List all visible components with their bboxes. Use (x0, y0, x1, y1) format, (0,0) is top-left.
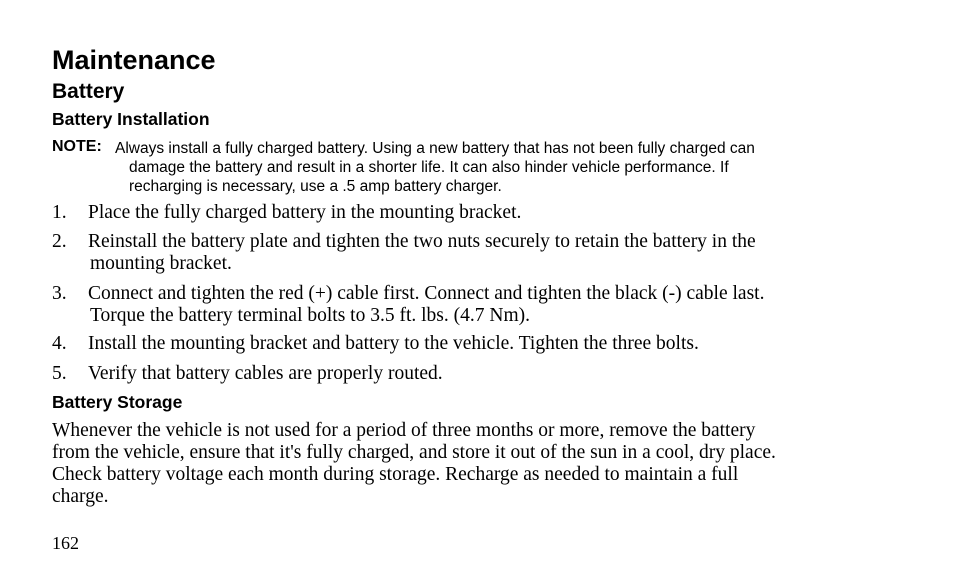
step-line-1: Connect and tighten the red (+) cable first. Connect and tighten the black (-) cable last. (88, 283, 765, 304)
step-number: 1. (52, 202, 67, 223)
storage-line-1: Whenever the vehicle is not used for a period of three months or more, remove the battery (52, 420, 756, 441)
step-text: Verify that battery cables are properly routed. (88, 363, 443, 384)
list-item (52, 231, 756, 275)
note-line-2: damage the battery and result in a shorter life. It can also hinder vehicle performance. If (129, 159, 729, 176)
storage-paragraph (52, 420, 892, 508)
step-number: 2. (52, 231, 67, 252)
storage-line-3: Check battery voltage each month during storage. Recharge as needed to maintain a full (52, 464, 739, 485)
page-number: 162 (52, 533, 79, 553)
note-label: NOTE: (52, 138, 102, 155)
note-line-3: recharging is necessary, use a .5 amp battery charger. (129, 178, 502, 195)
note-text (115, 139, 899, 196)
storage-heading: Battery Storage (52, 392, 183, 412)
step-text: Place the fully charged battery in the mounting bracket. (88, 202, 522, 223)
installation-heading: Battery Installation (52, 109, 210, 129)
step-number: 5. (52, 363, 67, 384)
note-line-1: Always install a fully charged battery. Using a new battery that has not been fully charged can (115, 140, 755, 157)
section-title: Maintenance (52, 45, 216, 75)
step-number: 4. (52, 333, 67, 354)
list-item (52, 363, 443, 385)
storage-line-4: charge. (52, 486, 109, 507)
step-number: 3. (52, 283, 67, 304)
step-text: Install the mounting bracket and battery to the vehicle. Tighten the three bolts. (88, 333, 699, 354)
step-line-1: Reinstall the battery plate and tighten the two nuts securely to retain the battery in the (88, 231, 756, 252)
list-item (52, 333, 699, 355)
step-text (88, 231, 756, 275)
step-line-2: Torque the battery terminal bolts to 3.5 ft. lbs. (4.7 Nm). (90, 305, 531, 326)
step-line-2: mounting bracket. (90, 253, 232, 274)
step-text (88, 283, 764, 327)
list-item (52, 202, 521, 224)
list-item (52, 283, 764, 327)
subsection-title: Battery (52, 80, 125, 103)
storage-line-2: from the vehicle, ensure that it's fully charged, and store it out of the sun in a cool, dry place. (52, 442, 776, 463)
